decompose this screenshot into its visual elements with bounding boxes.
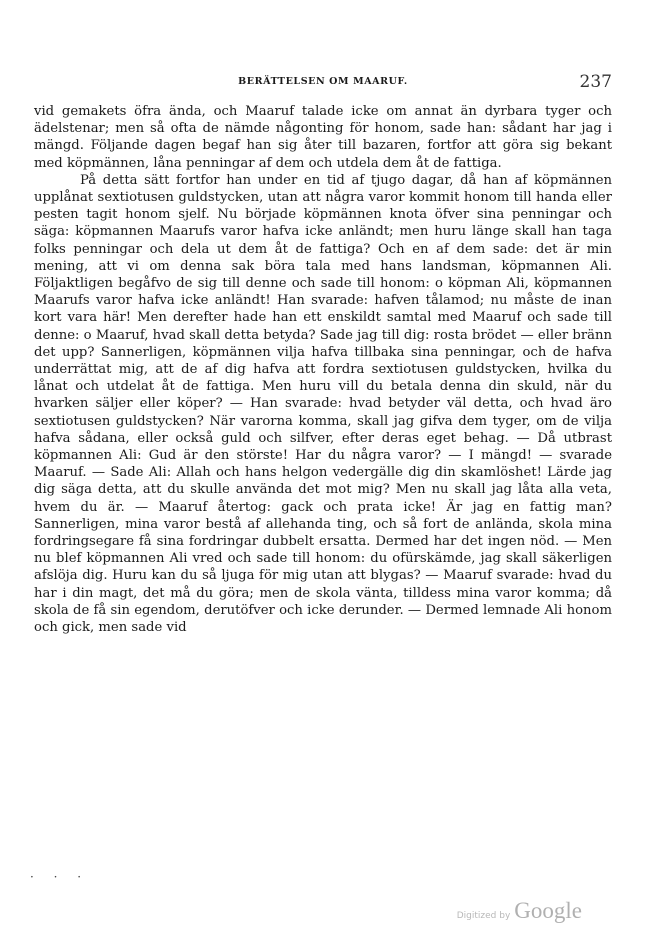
body-text xyxy=(34,103,612,636)
page-header xyxy=(34,72,612,94)
paragraph: På detta sätt fortfor han under en tid af tjugo dagar, då han af köpmännen upplånat sextiotusen guldstycken, utan att några varor kommit honom till handa eller pesten tagit honom sjelf. Nu började köpmännen knota öfver sina penningar och säga: köpmannen Maarufs varor hafva icke anländt; men huru länge skall han taga folks penningar och dela ut dem åt de fattiga? Och en af dem sade: det är min mening, att vi om denna sak böra tala med hans landsman, köpmannen Ali. Följaktligen begåfvo de sig till denne och sade till honom: o köpman Ali, köpmannen Maarufs varor hafva icke anländt! Han svarade: hafven tålamod; nu måste de inan kort vara här! Men derefter hade han ett enskildt samtal med Maaruf och sade till denne: o Maaruf, hvad skall detta betyda? Sade jag till dig: rosta brödet — eller bränn det upp? Sannerligen, köpmännen vilja hafva tillbaka sina penningar, och de hafva underrättat mig, att de af dig hafva att fordra sextiotusen guldstycken, hvilka du lånat och utdelat åt de fattiga. Men huru vill du betala denna din skuld, när du hvarken säljer eller köper? — Han svarade: hvad betyder väl detta, och hvad äro sextiotusen guldstycken? När varorna komma, skall jag gifva dem tyger, om de vilja hafva sådana, eller också guld och silfver, efter deras eget behag. — Då utbrast köpmannen Ali: Gud är den störste! Har du några varor? — I mängd! — svarade Maaruf. — Sade Ali: Allah och hans helgon vedergälle dig din skamlöshet! Lärde jag dig säga detta, att du skulle använda det mot mig? Men nu skall jag låta alla veta, hvem du är. — Maaruf återtog: gack och prata icke! Är jag en fattig man? Sannerligen, mina varor bestå af allehanda ting, och så fort de anlända, skola mina fordringsegare få sina fordringar dubbelt ersatta. Dermed har det ingen nöd. — Men nu blef köpmannen Ali vred och sade till honom: du ofürskämde, jag skall säkerligen afslöja dig. Huru kan du så ljuga för mig utan att blygas? — Maaruf svarade: hvad du har i din magt, det må du göra; men de skola vänta, tilldess mina varor komma; då skola de få sin egendom, derutöfver och icke derunder. — Dermed lemnade Ali honom och gick, men sade vid xyxy=(34,172,612,636)
google-logo: Google xyxy=(514,898,582,923)
digitized-watermark xyxy=(457,898,582,924)
paragraph-continued: vid gemakets öfra ända, och Maaruf talade icke om annat än dyrbara tyger och ädelstenar; men så ofta de nämde någonting för honom, sade han: sådant har jag i mängd. Följande dagen begaf han sig åter till bazaren, fortfor att göra sig bekant med köpmännen, låna penningar af dem och utdela dem åt de fattiga. xyxy=(34,104,612,171)
watermark-prefix: Digitized by xyxy=(456,911,511,921)
page-number: 237 xyxy=(579,72,612,92)
running-head: BERÄTTELSEN OM MAARUF. xyxy=(238,76,408,87)
scan-specks: · · · xyxy=(30,870,90,884)
